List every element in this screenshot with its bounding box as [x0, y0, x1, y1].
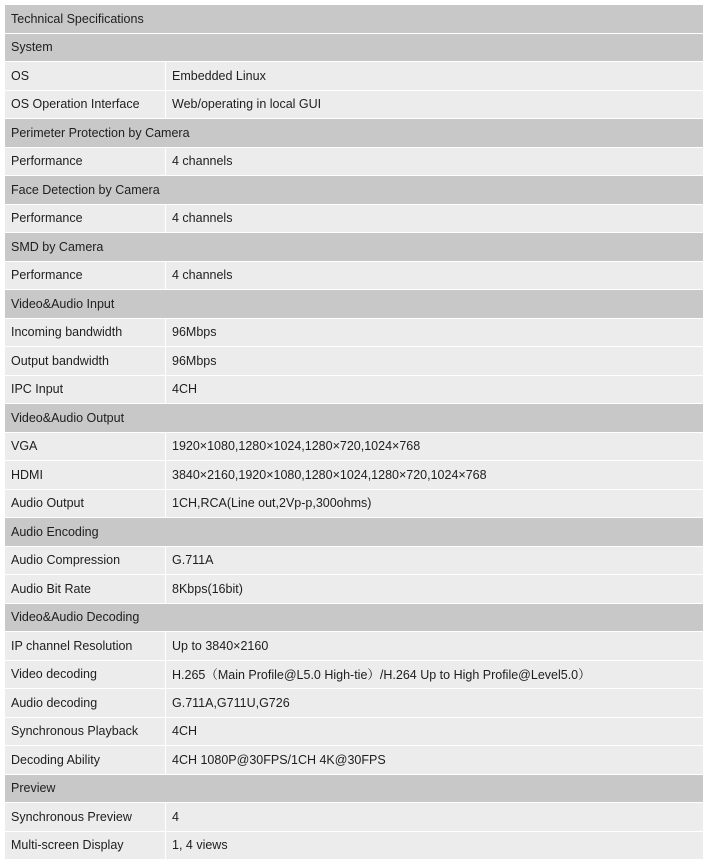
spec-value: 96Mbps [166, 318, 704, 347]
spec-value: 4 channels [166, 147, 704, 176]
spec-value: 4CH [166, 717, 704, 746]
spec-label: Audio Output [5, 489, 166, 518]
spec-label: Multi-screen Display [5, 831, 166, 860]
section-heading: Preview [5, 774, 704, 803]
spec-label: Incoming bandwidth [5, 318, 166, 347]
spec-label: Audio Compression [5, 546, 166, 575]
spec-row [5, 831, 704, 860]
spec-value: H.265（Main Profile@L5.0 High-tie）/H.264 Up to High Profile@Level5.0） [166, 660, 704, 689]
section-row [5, 233, 704, 262]
spec-row [5, 147, 704, 176]
section-heading: Audio Encoding [5, 518, 704, 547]
spec-value: Embedded Linux [166, 62, 704, 91]
spec-label: Performance [5, 261, 166, 290]
section-row [5, 119, 704, 148]
spec-value: G.711A,G711U,G726 [166, 689, 704, 718]
section-row [5, 603, 704, 632]
spec-value: 4CH [166, 375, 704, 404]
section-row [5, 176, 704, 205]
section-heading: Video&Audio Output [5, 404, 704, 433]
spec-label: Performance [5, 204, 166, 233]
spec-row [5, 432, 704, 461]
spec-value: 4 channels [166, 204, 704, 233]
spec-label: Output bandwidth [5, 347, 166, 376]
section-heading: Video&Audio Decoding [5, 603, 704, 632]
spec-row [5, 546, 704, 575]
spec-row [5, 461, 704, 490]
spec-row [5, 575, 704, 604]
spec-label: Decoding Ability [5, 746, 166, 775]
spec-label: Audio decoding [5, 689, 166, 718]
spec-row [5, 660, 704, 689]
spec-row [5, 632, 704, 661]
table-title: Technical Specifications [5, 5, 704, 34]
title-row [5, 5, 704, 34]
spec-row [5, 347, 704, 376]
spec-label: HDMI [5, 461, 166, 490]
section-row [5, 404, 704, 433]
section-row [5, 774, 704, 803]
section-row [5, 33, 704, 62]
spec-label: IP channel Resolution [5, 632, 166, 661]
spec-table [4, 4, 704, 860]
spec-value: G.711A [166, 546, 704, 575]
section-heading: Face Detection by Camera [5, 176, 704, 205]
spec-value: 1CH,RCA(Line out,2Vp-p,300ohms) [166, 489, 704, 518]
spec-value: 4 channels [166, 261, 704, 290]
spec-value: 4CH 1080P@30FPS/1CH 4K@30FPS [166, 746, 704, 775]
spec-value: 1, 4 views [166, 831, 704, 860]
spec-label: IPC Input [5, 375, 166, 404]
spec-label: Synchronous Preview [5, 803, 166, 832]
spec-label: VGA [5, 432, 166, 461]
spec-label: Video decoding [5, 660, 166, 689]
spec-value: Up to 3840×2160 [166, 632, 704, 661]
spec-value: Web/operating in local GUI [166, 90, 704, 119]
spec-row [5, 375, 704, 404]
spec-label: Audio Bit Rate [5, 575, 166, 604]
spec-row [5, 489, 704, 518]
spec-label: OS Operation Interface [5, 90, 166, 119]
section-heading: Video&Audio Input [5, 290, 704, 319]
spec-row [5, 746, 704, 775]
spec-row [5, 90, 704, 119]
spec-value: 4 [166, 803, 704, 832]
spec-row [5, 62, 704, 91]
spec-row [5, 717, 704, 746]
section-heading: Perimeter Protection by Camera [5, 119, 704, 148]
spec-value: 3840×2160,1920×1080,1280×1024,1280×720,1024×768 [166, 461, 704, 490]
spec-table-body [5, 5, 704, 860]
spec-label: Synchronous Playback [5, 717, 166, 746]
spec-label: Performance [5, 147, 166, 176]
spec-value: 8Kbps(16bit) [166, 575, 704, 604]
spec-label: OS [5, 62, 166, 91]
spec-value: 1920×1080,1280×1024,1280×720,1024×768 [166, 432, 704, 461]
spec-row [5, 204, 704, 233]
spec-row [5, 689, 704, 718]
spec-value: 96Mbps [166, 347, 704, 376]
section-row [5, 290, 704, 319]
spec-row [5, 803, 704, 832]
section-heading: System [5, 33, 704, 62]
section-heading: SMD by Camera [5, 233, 704, 262]
spec-row [5, 261, 704, 290]
spec-row [5, 318, 704, 347]
section-row [5, 518, 704, 547]
